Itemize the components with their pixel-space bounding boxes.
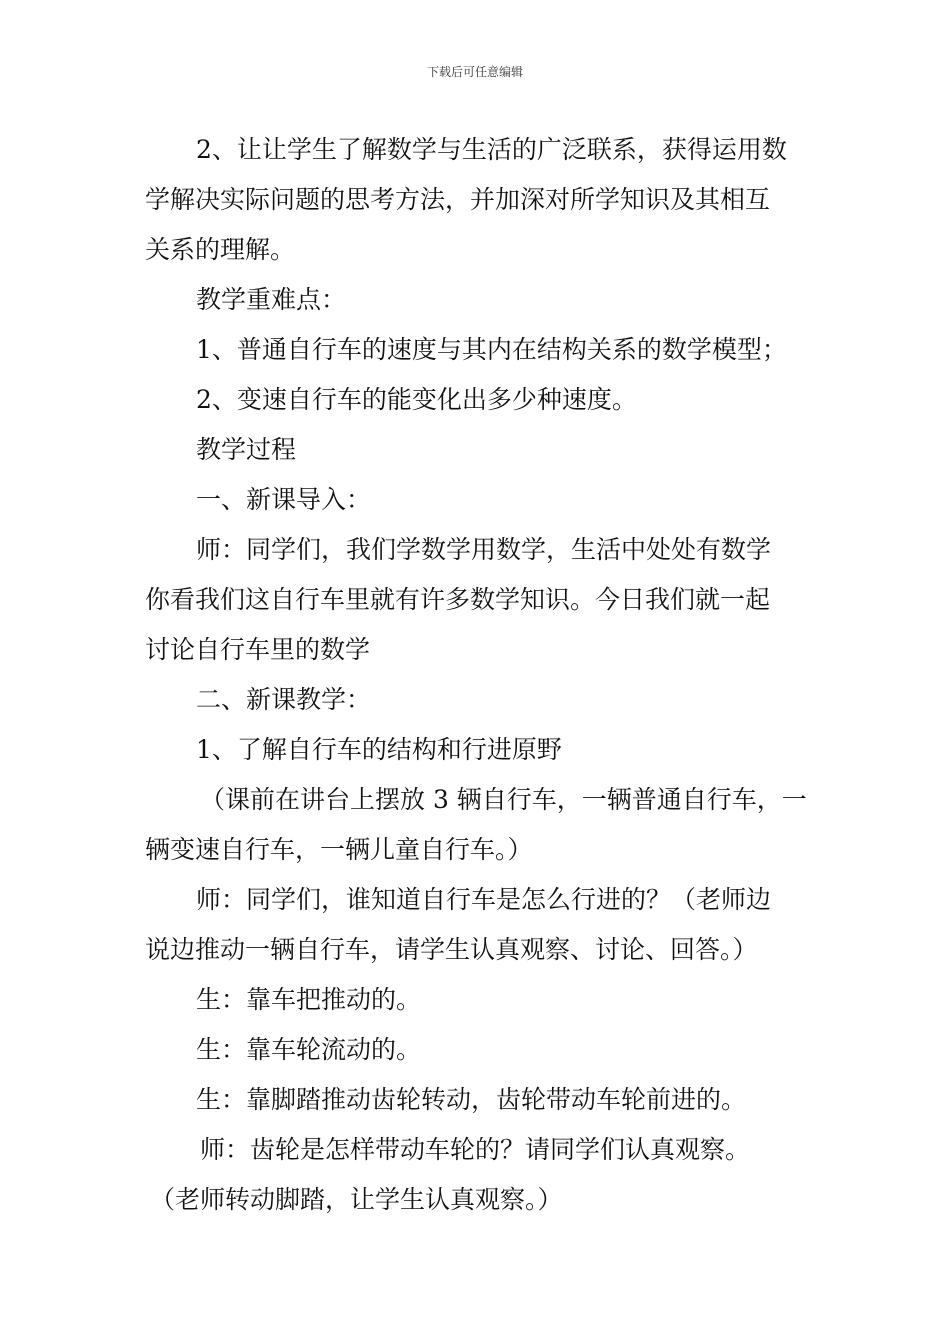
- text-line: 师：齿轮是怎样带动车轮的？请同学们认真观察。: [200, 1135, 751, 1164]
- page-header: 下载后可任意编辑: [426, 65, 523, 79]
- text-line: 二、新课教学：: [196, 685, 372, 714]
- text-line: 1、普通自行车的速度与其内在结构关系的数学模型；: [196, 335, 787, 364]
- text-line: 关系的理解。: [145, 235, 296, 264]
- text-line: 生：靠车把推动的。: [196, 985, 422, 1014]
- text-line: 学解决实际问题的思考方法，并加深对所学知识及其相互: [145, 185, 771, 214]
- text-line: 师：同学们，我们学数学用数学，生活中处处有数学: [196, 535, 772, 564]
- text-line: 生：靠脚踏推动齿轮转动，齿轮带动车轮前进的。: [196, 1085, 747, 1114]
- text-line: （老师转动脚踏，让学生认真观察。）: [150, 1185, 563, 1214]
- text-line: 讨论自行车里的数学: [145, 635, 371, 664]
- text-line: 说边推动一辆自行车，请学生认真观察、讨论、回答。）: [145, 935, 758, 964]
- text-line: 教学过程: [196, 435, 297, 464]
- text-line: 生：靠车轮流动的。: [196, 1035, 422, 1064]
- text-line: 教学重难点：: [196, 285, 347, 314]
- text-line: （课前在讲台上摆放 3 辆自行车，一辆普通自行车，一: [200, 785, 807, 814]
- text-line: 你看我们这自行车里就有许多数学知识。今日我们就一起: [145, 585, 771, 614]
- text-line: 师：同学们，谁知道自行车是怎么行进的？（老师边: [196, 885, 772, 914]
- text-line: 辆变速自行车，一辆儿童自行车。）: [145, 835, 533, 864]
- text-line: 1、了解自行车的结构和行进原野: [196, 735, 562, 764]
- text-line: 一、新课导入：: [196, 485, 372, 514]
- text-line: 2、变速自行车的能变化出多少种速度。: [196, 385, 637, 414]
- text-line: 2、让让学生了解数学与生活的广泛联系，获得运用数: [196, 135, 787, 164]
